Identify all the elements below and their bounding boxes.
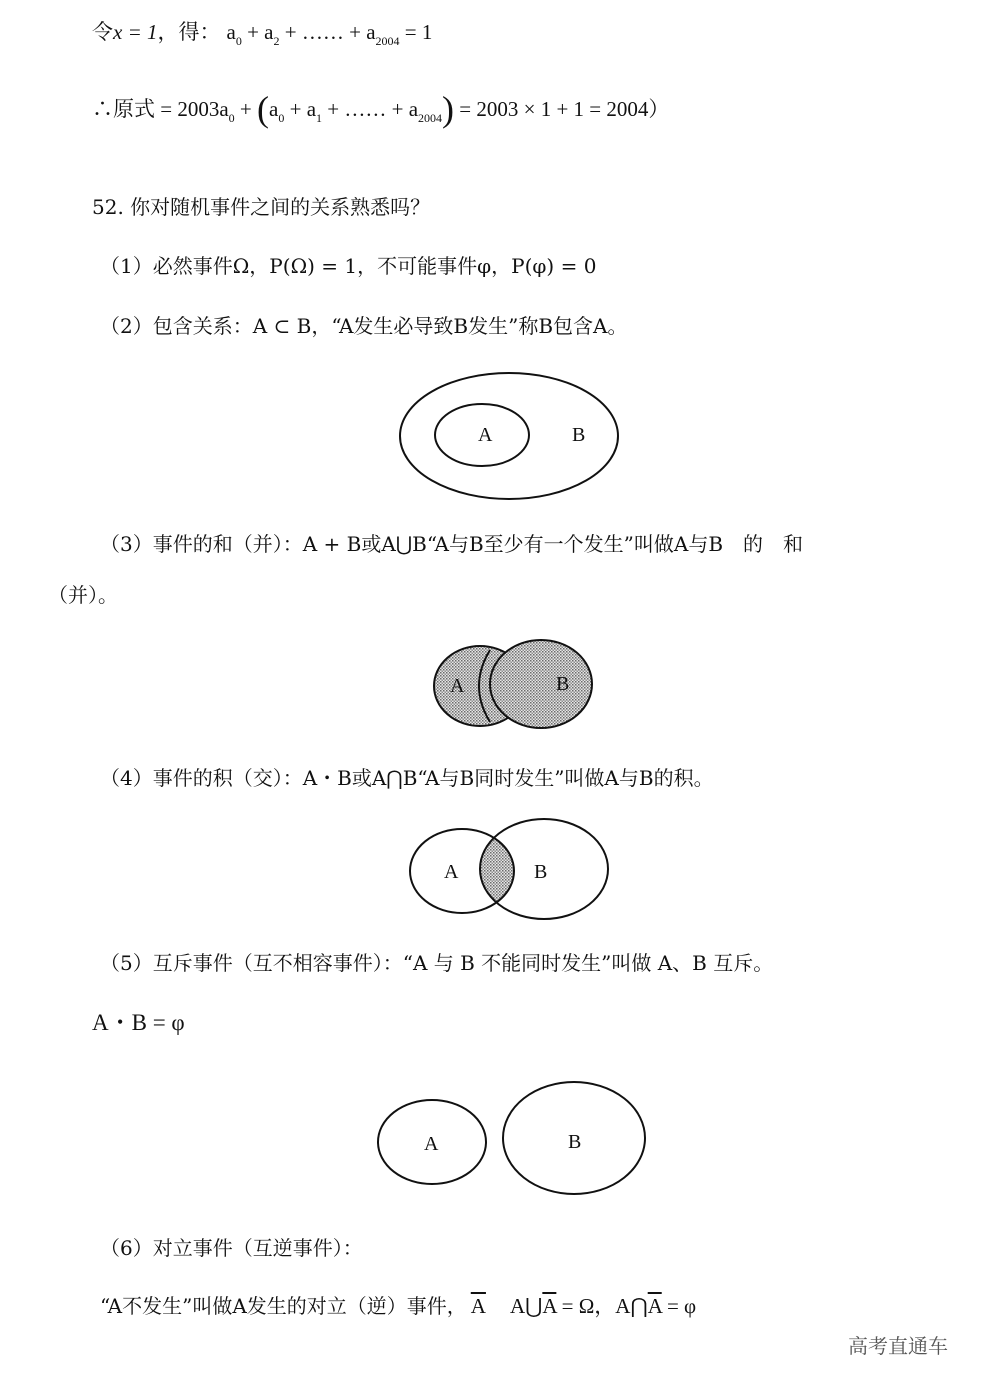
fig3-label-b: B [534, 861, 548, 883]
item6-union-rhs: = Ω，A⋂ [556, 1294, 648, 1318]
eq2-plus: + [234, 97, 258, 121]
a-complement-2: $\overline{A}$ [542, 1294, 557, 1318]
item-6-complement [100, 1296, 696, 1317]
eq1-a2: a [264, 20, 274, 44]
eq2-sub1: 1 [316, 111, 323, 125]
fig2-label-a: A [450, 675, 465, 697]
fig2-label-b: B [556, 673, 570, 695]
eq1-x: x = 1 [113, 20, 158, 44]
eq1-a2004: a [366, 20, 376, 44]
eq2-sub0: 0 [228, 111, 235, 125]
item-3-union-cont: （并）。 [48, 583, 118, 607]
item-2-inclusion: （2）包含关系：A ⊂ B，“A发生必导致B发生”称B包含A。 [100, 314, 628, 338]
venn-intersection-diagram [406, 816, 612, 924]
eq2-rhs: = 2003 × 1 + 1 = 2004 [454, 97, 649, 121]
item-6-title: （6）对立事件（互逆事件）： [100, 1236, 363, 1260]
fig3-label-a: A [444, 861, 459, 883]
item6-inter-rhs: = φ [661, 1294, 697, 1318]
item-1-sure-event: （1）必然事件Ω，P(Ω) = 1，不可能事件φ，P(φ) = 0 [100, 254, 597, 278]
eq2-a1: a [306, 97, 317, 121]
eq1-prefix: 令 [92, 20, 113, 44]
fig1-label-a: A [478, 424, 493, 446]
eq1-plus: + [241, 20, 265, 44]
eq2-sub0b: 0 [278, 111, 285, 125]
eq2-rparen: ) [442, 89, 455, 129]
eq2-end: ） [648, 97, 670, 121]
eq1-sub0: 0 [235, 34, 242, 48]
question-52-heading: 52. 你对随机事件之间的关系熟悉吗？ [92, 195, 431, 219]
eq1-rhs: = 1 [399, 20, 433, 44]
therefore-symbol: ∴ [92, 97, 113, 121]
venn-inclusion-diagram [396, 370, 624, 506]
item6-union: A⋃ [509, 1294, 543, 1318]
item-5-formula: A・B = φ [92, 1010, 185, 1035]
eq2-dots: + …… + [322, 97, 409, 121]
eq2-coef: = 2003a [155, 97, 229, 121]
equation-1 [92, 22, 432, 47]
fig4-label-a: A [424, 1133, 439, 1155]
eq2-label: 原式 [113, 97, 155, 121]
eq2-sub2004: 2004 [418, 111, 443, 125]
a-complement-3: $\overline{A}$ [647, 1294, 662, 1318]
eq2-a2004: a [408, 97, 419, 121]
eq1-a0: a [226, 20, 236, 44]
eq2-a0: a [269, 97, 279, 121]
a-complement-1: $\overline{A}$ [470, 1294, 486, 1318]
eq1-dots: + …… + [279, 20, 367, 44]
venn-disjoint-diagram [374, 1078, 650, 1198]
watermark-text: 高考直通车 [848, 1334, 948, 1358]
eq1-sub2: 2 [273, 34, 280, 48]
eq1-sub2004: 2004 [375, 34, 400, 48]
item6-desc: “A不发生”叫做A发生的对立（逆）事件， [100, 1294, 467, 1318]
set-b-filled [490, 640, 592, 728]
fig4-label-b: B [568, 1131, 582, 1153]
fig1-label-b: B [572, 424, 586, 446]
item-5-mutually-exclusive: （5）互斥事件（互不相容事件）：“A 与 B 不能同时发生”叫做 A、B 互斥。 [100, 951, 774, 975]
item-4-intersection: （4）事件的积（交）：A・B或A⋂B“A与B同时发生”叫做A与B的积。 [100, 766, 714, 790]
eq2-lparen: ( [257, 89, 270, 129]
eq1-comma: ，得： [157, 20, 221, 44]
item-3-union: （3）事件的和（并）：A + B或A⋃B“A与B至少有一个发生”叫做A与B 的 和 [100, 532, 804, 556]
venn-union-diagram [428, 636, 596, 732]
equation-2: ∴原式 = $2003a_0 + (a_0 + a_1$ + …… + $a_{2004}) = 2003 \times 1 + 1 = 2004$） [92, 89, 670, 129]
